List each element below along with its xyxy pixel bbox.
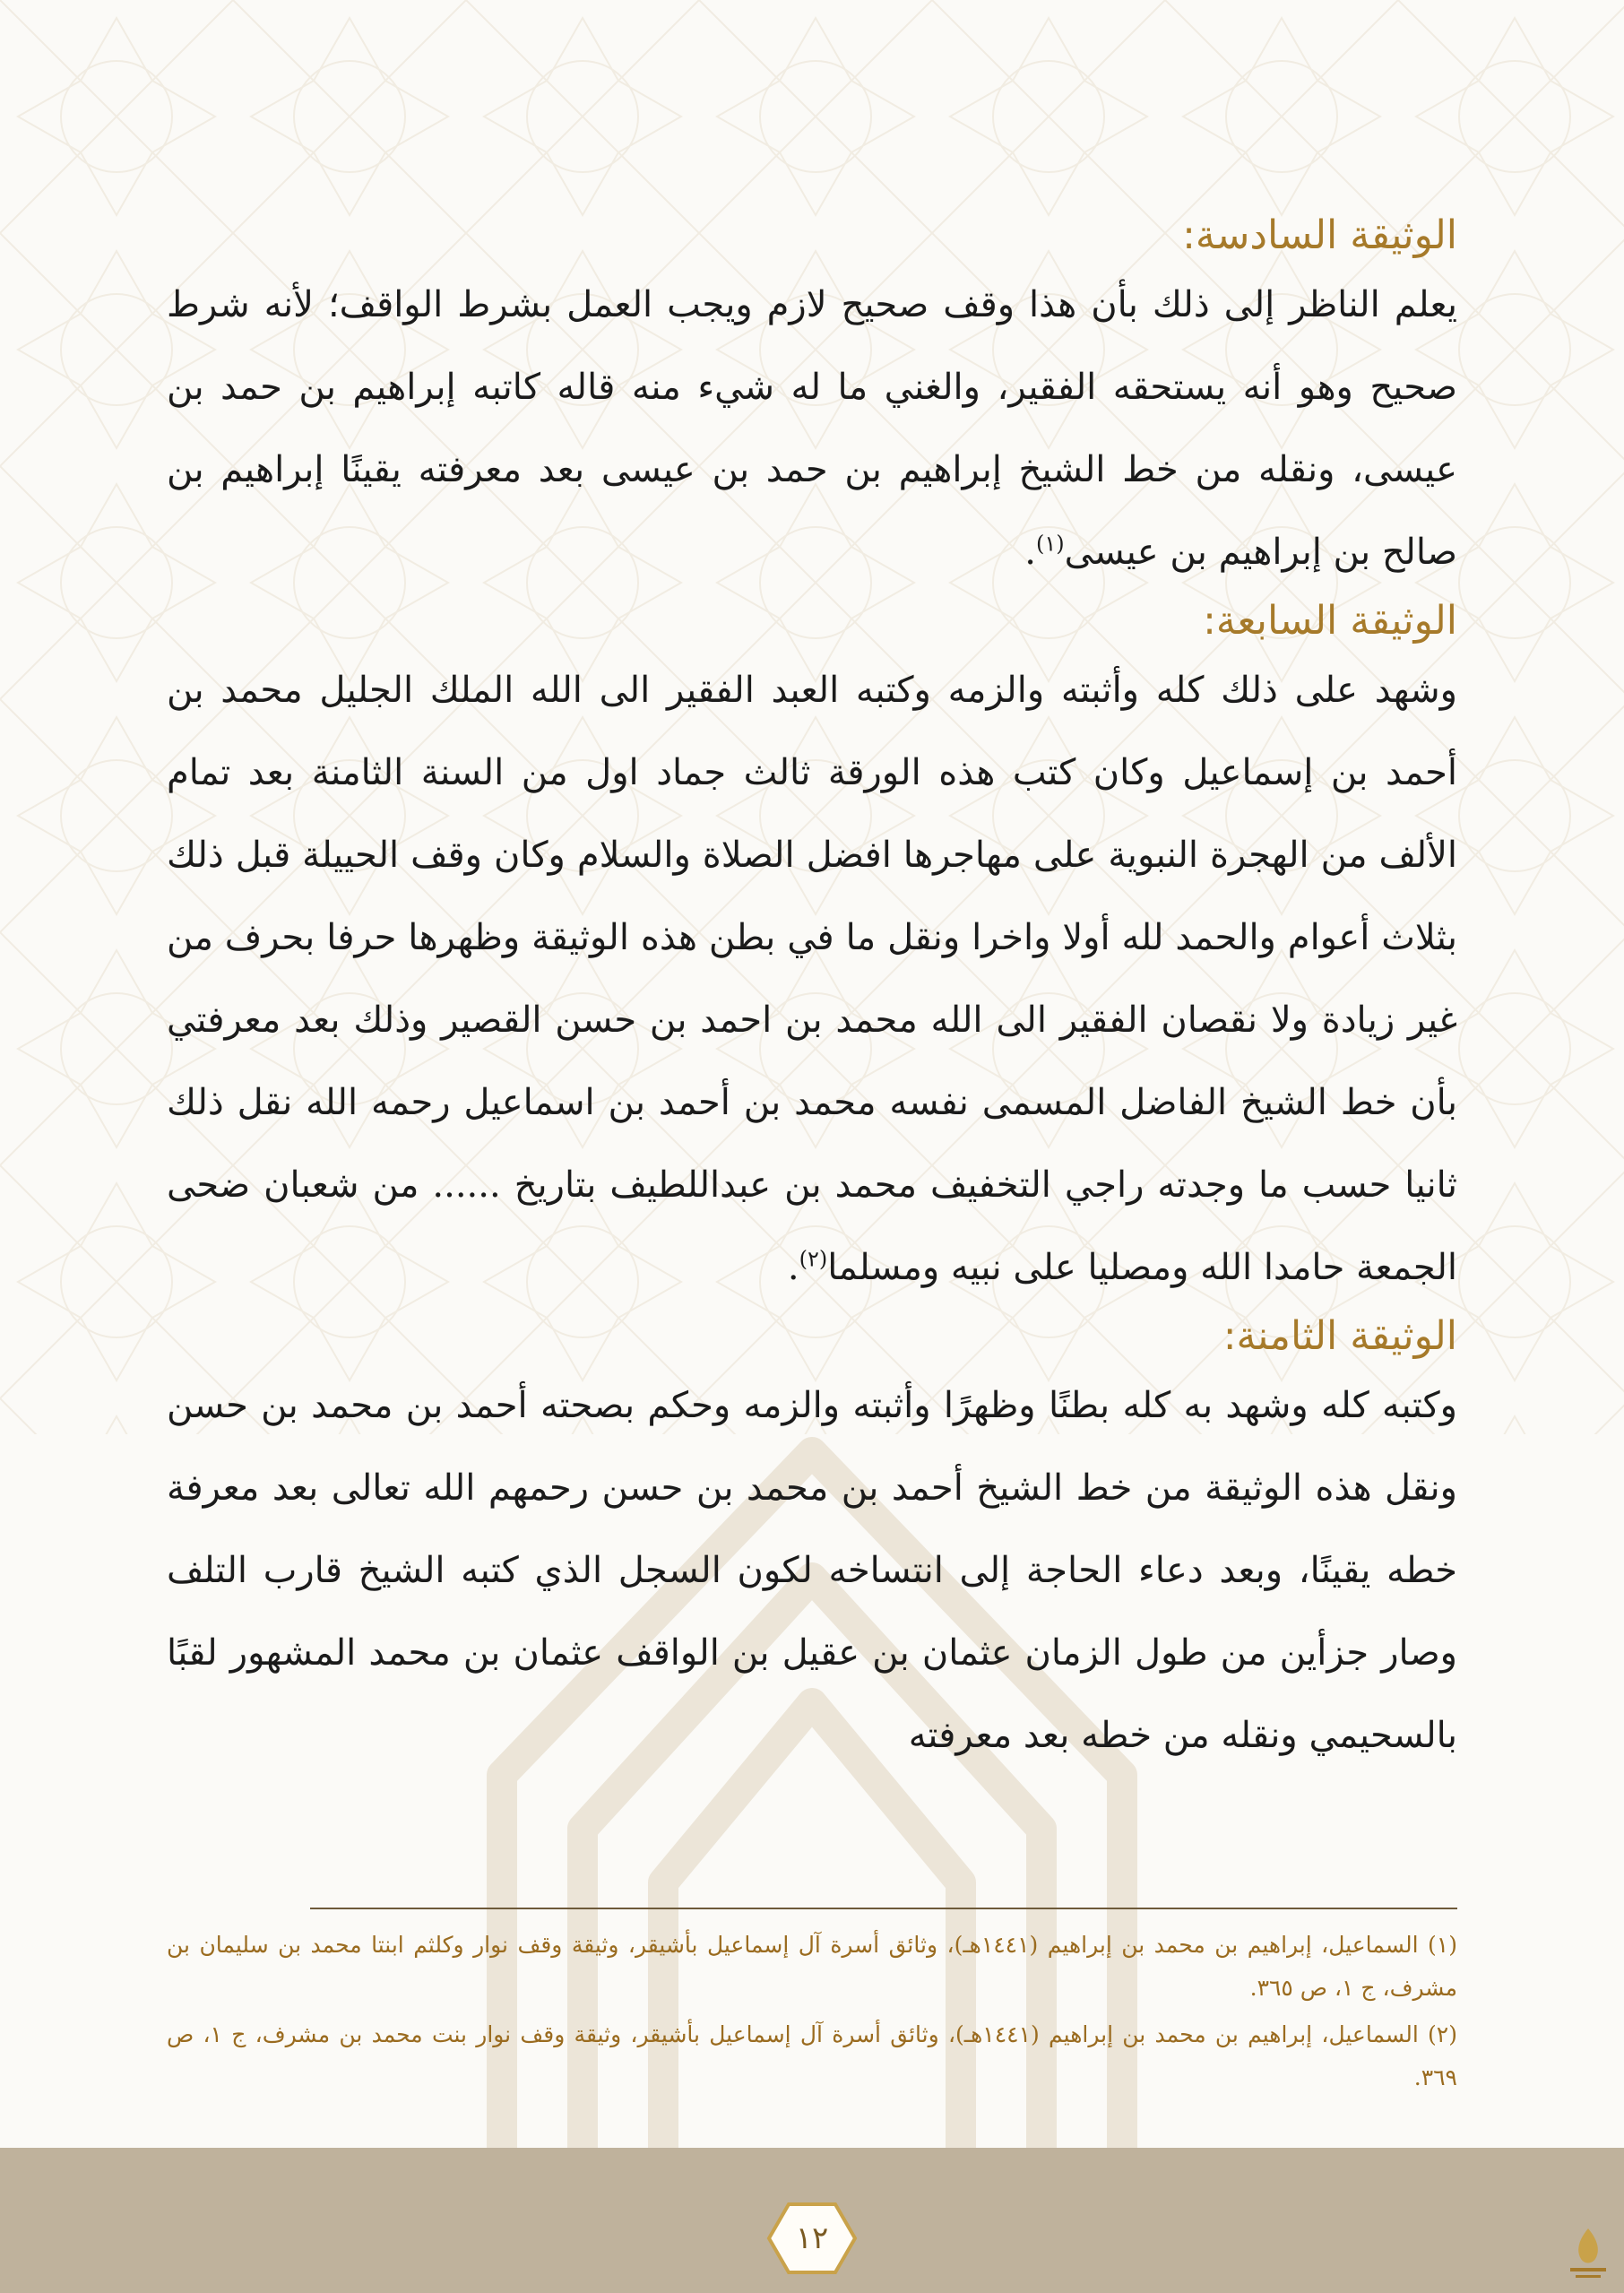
footnotes <box>167 1924 1457 2103</box>
section-heading-sixth-document: الوثيقة السادسة: <box>1182 212 1457 258</box>
corner-logo-icon <box>1563 2223 1613 2282</box>
footnote-1: (١) السماعيل، إبراهيم بن محمد بن إبراهيم (١٤٤١هـ)، وثائق أسرة آل إسماعيل بأشيقر، وثيقة وقف نوار وكلثم ابنتا محمد بن سليمان بن مشرف، ج ١، ص ٣٦٥. <box>167 1932 1457 2001</box>
footnote-2: (٢) السماعيل، إبراهيم بن محمد بن إبراهيم (١٤٤١هـ)، وثائق أسرة آل إسماعيل بأشيقر، وثيقة وقف نوار بنت محمد بن مشرف، ج ١، ص ٣٦٩. <box>167 2021 1457 2090</box>
section-text-sixth-document <box>167 264 1457 593</box>
section-body-text: يعلم الناظر إلى ذلك بأن هذا وقف صحيح لازم ويجب العمل بشرط الواقف؛ لأنه شرط صحيح وهو أنه يستحقه الفقير، والغني ما له شيء منه قاله كاتبه إبراهيم بن حمد بن عيسى، ونقله من خط الشيخ إبراهيم بن حمد بن عيسى بعد معرفته يقينًا إبراهيم بن صالح بن إبراهيم بن عيسى <box>167 284 1457 573</box>
section-body-text: وكتبه كله وشهد به كله بطنًا وظهرًا وأثبته والزمه وحكم بصحته أحمد بن محمد بن حسن ونقل هذه الوثيقة من خط الشيخ أحمد بن محمد بن حسن رحمهم الله تعالى بعد معرفة خطه يقينًا، وبعد دعاء الحاجة إلى انتساخه لكون السجل الذي كتبه الشيخ قارب التلف وصار جزأين من طول الزمان عثمان بن عقيل بن الواقف عثمان بن محمد المشهور لقبًا بالسحيمي ونقله من خطه بعد معرفته <box>167 1385 1457 1756</box>
page-number: ١٢ <box>795 2220 829 2256</box>
footnote-ref-2[interactable]: (٢) <box>799 1246 828 1272</box>
section-body-text: وشهد على ذلك كله وأثبته والزمه وكتبه العبد الفقير الى الله الملك الجليل محمد بن أحمد بن إسماعيل وكان كتب هذه الورقة ثالث جماد اول من السنة الثامنة بعد تمام الألف من الهجرة النبوية على مهاجرها افضل الصلاة والسلام وكان وقف الحييلة قبل ذلك بثلاث أعوام والحمد لله أولا واخرا ونقل ما في بطن هذه الوثيقة وظهرها حرفا بحرف من غير زيادة ولا نقصان الفقير الى الله محمد بن احمد بن حسن القصير وذلك بعد معرفتي بأن خط الشيخ الفاضل المسمى نفسه محمد بن أحمد بن اسماعيل رحمه الله نقل ذلك ثانيا حسب ما وجدته راجي التخفيف محمد بن عبداللطيف بتاريخ ...... من شعبان ضحى الجمعة حامدا الله ومصليا على نبيه ومسلما <box>167 670 1457 1288</box>
main-content <box>167 208 1457 1777</box>
section-heading-eighth-document: الوثيقة الثامنة: <box>1222 1313 1457 1359</box>
section-text-eighth-document <box>167 1364 1457 1777</box>
page-number-badge <box>749 2193 875 2283</box>
footnote-ref-1[interactable]: (١) <box>1036 531 1065 557</box>
sentence-end: . <box>787 1247 799 1288</box>
sentence-end: . <box>1024 532 1036 573</box>
footnote-divider <box>310 1908 1457 1909</box>
section-heading-seventh-document: الوثيقة السابعة: <box>1203 598 1457 644</box>
section-text-seventh-document <box>167 649 1457 1309</box>
